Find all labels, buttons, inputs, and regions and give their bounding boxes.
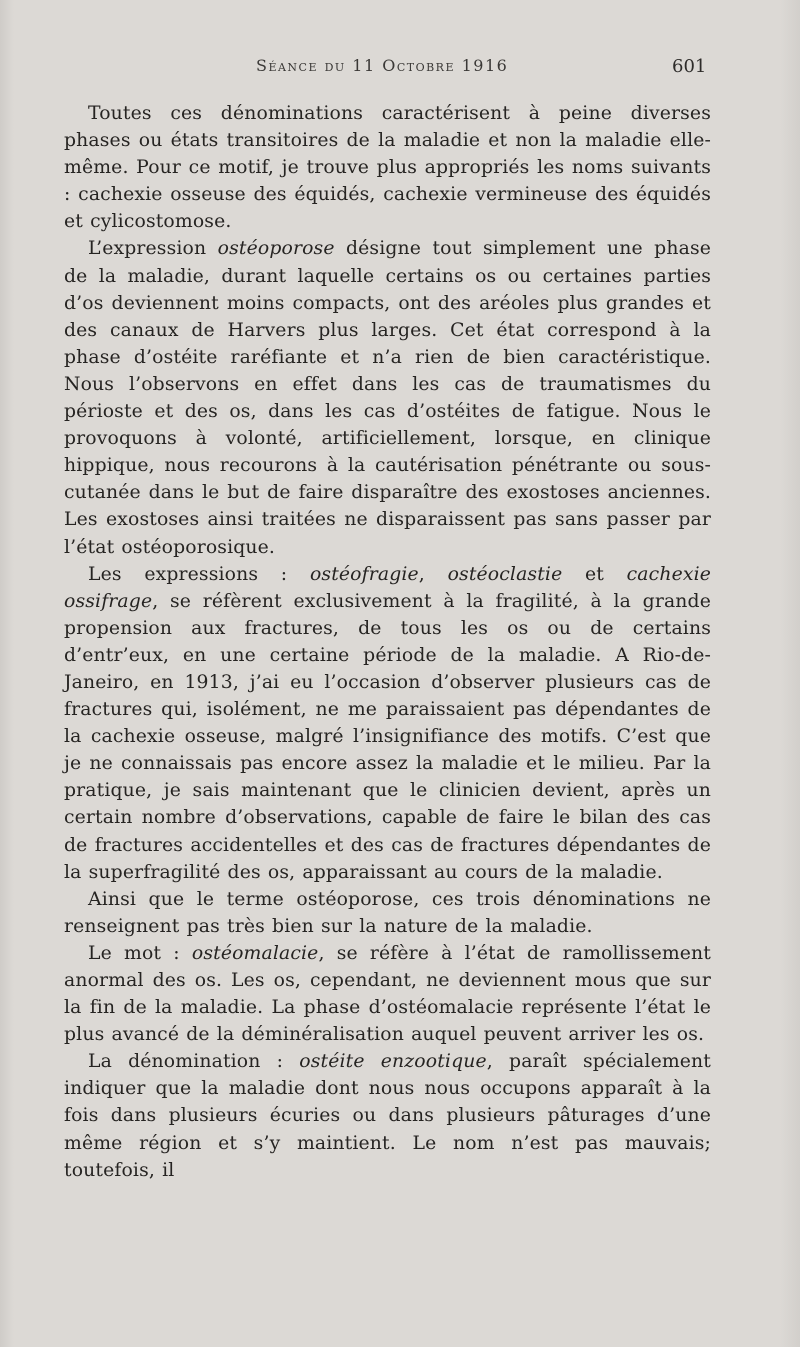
paragraph-2 — [64, 235, 711, 560]
term-italic: ostéoclastie — [447, 563, 563, 585]
term-italic: ostéoporose — [217, 238, 335, 260]
text-run: , se réfèrent exclusivement à la fragilité, à la grande propension aux fractures, de tous les os ou de certains d’entr’eux, en une certaine période de la maladie. A Rio-de-Janeiro, en 1913, j’ai eu l’occasion d’observer plusieurs cas de fractures qui, isolément, ne me paraissaient pas dépendantes de la cachexie osseuse, malgré l’insignifiance des motifs. C’est que je ne connaissais pas encore assez la maladie et le milieu. Par la pratique, je sais maintenant que le clinicien devient, après un certain nombre d’observations, capable de faire le bilan des cas de fractures accidentelles et des cas de fractures dépendantes de la superfragilité des os, apparaissant au cours de la maladie. — [64, 590, 711, 883]
text-run: Le mot : — [88, 942, 192, 964]
text-run: et — [562, 563, 627, 585]
text-run: L’expression — [88, 238, 218, 260]
term-italic: ostéite enzootique — [299, 1051, 487, 1073]
text-run: Les expressions : — [88, 563, 310, 585]
term-italic: ostéofragie — [309, 563, 419, 585]
text-run: La dénomination : — [88, 1051, 300, 1073]
page-header — [0, 56, 800, 86]
body-text — [64, 100, 711, 1184]
term-italic: ostéomalacie — [191, 942, 319, 964]
text-run: Toutes ces dénominations caractérisent à peine diverses phases ou états transitoires de la maladie et non la maladie elle-même. Pour ce motif, je trouve plus appropriés les noms suivants : cachexie osseuse des équidés, cachexie vermineuse des équidés et cylicostomose. — [64, 103, 711, 233]
text-run: Ainsi que le terme ostéoporose, ces trois dénominations ne renseignent pas très bien sur la nature de la maladie. — [64, 888, 711, 937]
text-run: , se réfère à l’état de ramollissement anormal des os. Les os, cependant, ne deviennent mous que sur la fin de la maladie. La phase d’ostéomalacie représente l’état le plus avancé de la déminéralisation auquel peuvent arriver les os. — [64, 942, 711, 1046]
running-head: Séance du 11 Octobre 1916 — [256, 56, 509, 75]
paragraph-3 — [64, 561, 711, 886]
text-run: , — [418, 563, 448, 585]
paragraph-6 — [64, 1048, 711, 1183]
text-run: désigne tout simplement une phase de la maladie, durant laquelle certains os ou certaines parties d’os deviennent moins compacts, ont des aréoles plus grandes et des canaux de Harvers plus larges. Cet état correspond à la phase d’ostéite raréfiante et n’a rien de bien caractéristique. Nous l’observons en effet dans les cas de traumatismes du périoste et des os, dans les cas d’ostéites de fatigue. Nous le provoquons à volonté, artificiellement, lorsque, en clinique hippique, nous recourons à la cautérisation pénétrante ou sous-cutanée dans le but de faire disparaître des exostoses anciennes. Les exostoses ainsi traitées ne disparaissent pas sans passer par l’état ostéoporosique. — [64, 238, 711, 558]
page-number: 601 — [672, 56, 707, 77]
paragraph-5 — [64, 940, 711, 1048]
text-run: , paraît spécialement indiquer que la maladie dont nous nous occupons apparaît à la fois dans plusieurs écuries ou dans plusieurs pâturages d’une même région et s’y maintient. Le nom n’est pas mauvais; toutefois, il — [64, 1051, 711, 1181]
term-italic: cachexie ossifrage — [64, 563, 711, 612]
paragraph-4 — [64, 886, 711, 940]
paragraph-1 — [64, 100, 711, 235]
